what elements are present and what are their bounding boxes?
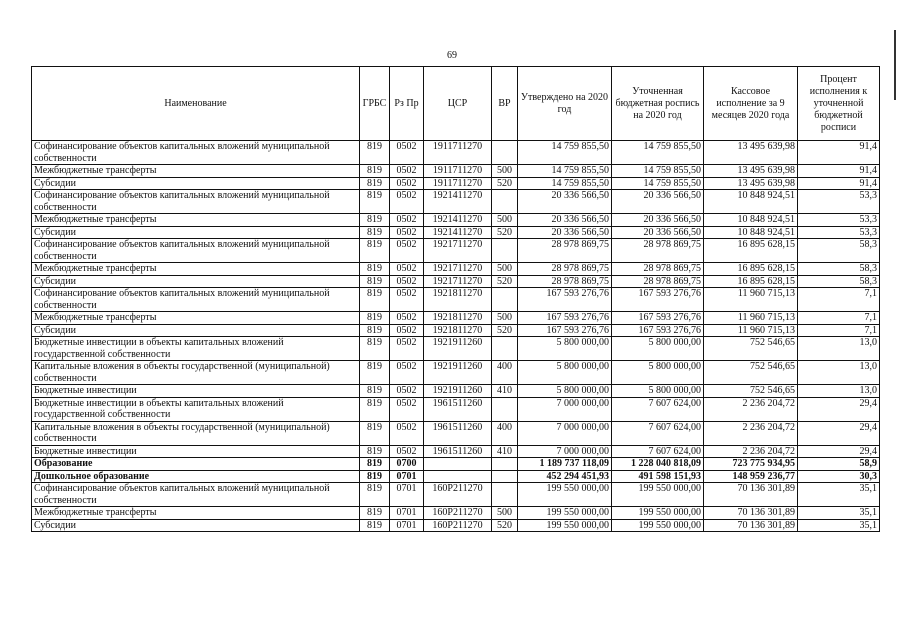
cell-vr: 400	[492, 361, 518, 385]
cell-vr: 500	[492, 214, 518, 227]
cell-vr	[492, 470, 518, 483]
cell-name: Софинансирование объектов капитальных вложений муниципальной собственности	[32, 288, 360, 312]
cell-vr	[492, 483, 518, 507]
cell-updated: 20 336 566,50	[612, 226, 704, 239]
cell-name: Софинансирование объектов капитальных вложений муниципальной собственности	[32, 141, 360, 165]
cell-percent: 58,3	[798, 263, 880, 276]
cell-approved: 7 000 000,00	[518, 421, 612, 445]
cell-approved: 167 593 276,76	[518, 312, 612, 325]
cell-approved: 14 759 855,50	[518, 141, 612, 165]
cell-cash: 13 495 639,98	[704, 165, 798, 178]
cell-grbs: 819	[360, 177, 390, 190]
cell-name: Субсидии	[32, 324, 360, 337]
cell-percent: 58,3	[798, 275, 880, 288]
cell-cash: 70 136 301,89	[704, 507, 798, 520]
cell-rzpr: 0502	[390, 337, 424, 361]
cell-rzpr: 0502	[390, 239, 424, 263]
table-row	[32, 226, 880, 239]
cell-rzpr: 0701	[390, 519, 424, 532]
cell-cash: 13 495 639,98	[704, 177, 798, 190]
cell-approved: 199 550 000,00	[518, 483, 612, 507]
cell-percent: 91,4	[798, 177, 880, 190]
cell-csr: 1961511260	[424, 421, 492, 445]
cell-vr: 520	[492, 226, 518, 239]
cell-grbs: 819	[360, 361, 390, 385]
cell-csr: 1921411270	[424, 214, 492, 227]
cell-cash: 723 775 934,95	[704, 458, 798, 471]
cell-rzpr: 0701	[390, 483, 424, 507]
cell-rzpr: 0701	[390, 507, 424, 520]
cell-approved: 20 336 566,50	[518, 226, 612, 239]
table-row	[32, 239, 880, 263]
table-row	[32, 519, 880, 532]
cell-approved: 20 336 566,50	[518, 214, 612, 227]
cell-cash: 16 895 628,15	[704, 263, 798, 276]
cell-updated: 28 978 869,75	[612, 239, 704, 263]
cell-vr: 410	[492, 385, 518, 398]
cell-grbs: 819	[360, 483, 390, 507]
cell-percent: 53,3	[798, 226, 880, 239]
cell-name: Капитальные вложения в объекты государственной (муниципальной) собственности	[32, 361, 360, 385]
cell-updated: 7 607 624,00	[612, 445, 704, 458]
cell-csr: 1961511260	[424, 445, 492, 458]
cell-percent: 53,3	[798, 214, 880, 227]
table-row	[32, 141, 880, 165]
cell-percent: 7,1	[798, 312, 880, 325]
cell-name: Субсидии	[32, 275, 360, 288]
cell-name: Межбюджетные трансферты	[32, 214, 360, 227]
cell-vr: 520	[492, 275, 518, 288]
cell-rzpr: 0502	[390, 214, 424, 227]
cell-updated: 20 336 566,50	[612, 190, 704, 214]
cell-percent: 35,1	[798, 507, 880, 520]
page-edge-mark	[894, 30, 896, 100]
cell-grbs: 819	[360, 275, 390, 288]
cell-updated: 167 593 276,76	[612, 324, 704, 337]
header-cash: Кассовое исполнение за 9 месяцев 2020 года	[704, 67, 798, 141]
cell-updated: 167 593 276,76	[612, 312, 704, 325]
table-row	[32, 165, 880, 178]
header-rzpr: Рз Пр	[390, 67, 424, 141]
cell-rzpr: 0502	[390, 385, 424, 398]
cell-name: Межбюджетные трансферты	[32, 507, 360, 520]
cell-csr: 1921811270	[424, 324, 492, 337]
table-row	[32, 470, 880, 483]
cell-name: Капитальные вложения в объекты государственной (муниципальной) собственности	[32, 421, 360, 445]
header-percent: Процент исполнения к уточненной бюджетной росписи	[798, 67, 880, 141]
cell-cash: 2 236 204,72	[704, 445, 798, 458]
cell-name: Межбюджетные трансферты	[32, 165, 360, 178]
cell-rzpr: 0502	[390, 226, 424, 239]
cell-name: Бюджетные инвестиции в объекты капитальных вложений государственной собственности	[32, 337, 360, 361]
cell-updated: 5 800 000,00	[612, 361, 704, 385]
cell-percent: 35,1	[798, 483, 880, 507]
cell-cash: 148 959 236,77	[704, 470, 798, 483]
cell-percent: 58,3	[798, 239, 880, 263]
cell-percent: 7,1	[798, 324, 880, 337]
cell-percent: 29,4	[798, 397, 880, 421]
cell-vr	[492, 239, 518, 263]
cell-grbs: 819	[360, 226, 390, 239]
cell-csr: 160P211270	[424, 483, 492, 507]
cell-name: Межбюджетные трансферты	[32, 312, 360, 325]
cell-rzpr: 0701	[390, 470, 424, 483]
cell-csr: 160P211270	[424, 519, 492, 532]
cell-name: Субсидии	[32, 177, 360, 190]
cell-grbs: 819	[360, 397, 390, 421]
cell-cash: 16 895 628,15	[704, 239, 798, 263]
cell-vr: 500	[492, 312, 518, 325]
cell-updated: 28 978 869,75	[612, 263, 704, 276]
cell-approved: 7 000 000,00	[518, 445, 612, 458]
cell-grbs: 819	[360, 190, 390, 214]
cell-percent: 91,4	[798, 141, 880, 165]
cell-csr: 1921711270	[424, 275, 492, 288]
cell-grbs: 819	[360, 421, 390, 445]
cell-csr: 1911711270	[424, 141, 492, 165]
cell-updated: 1 228 040 818,09	[612, 458, 704, 471]
table-row	[32, 275, 880, 288]
table-row	[32, 458, 880, 471]
cell-rzpr: 0502	[390, 177, 424, 190]
header-name: Наименование	[32, 67, 360, 141]
cell-cash: 752 546,65	[704, 385, 798, 398]
table-row	[32, 288, 880, 312]
cell-updated: 5 800 000,00	[612, 385, 704, 398]
cell-grbs: 819	[360, 214, 390, 227]
table-row	[32, 445, 880, 458]
table-row	[32, 507, 880, 520]
cell-percent: 29,4	[798, 421, 880, 445]
cell-cash: 752 546,65	[704, 337, 798, 361]
cell-approved: 28 978 869,75	[518, 275, 612, 288]
cell-vr	[492, 337, 518, 361]
table-row	[32, 177, 880, 190]
cell-name: Образование	[32, 458, 360, 471]
cell-name: Субсидии	[32, 519, 360, 532]
cell-approved: 199 550 000,00	[518, 519, 612, 532]
cell-rzpr: 0502	[390, 421, 424, 445]
cell-csr: 1911711270	[424, 165, 492, 178]
cell-approved: 5 800 000,00	[518, 385, 612, 398]
cell-cash: 10 848 924,51	[704, 226, 798, 239]
cell-percent: 13,0	[798, 361, 880, 385]
cell-grbs: 819	[360, 337, 390, 361]
cell-cash: 2 236 204,72	[704, 421, 798, 445]
table-body	[32, 141, 880, 532]
cell-csr: 1921711270	[424, 263, 492, 276]
cell-rzpr: 0502	[390, 397, 424, 421]
cell-rzpr: 0502	[390, 312, 424, 325]
cell-approved: 14 759 855,50	[518, 177, 612, 190]
cell-percent: 30,3	[798, 470, 880, 483]
table-row	[32, 263, 880, 276]
table-row	[32, 421, 880, 445]
cell-grbs: 819	[360, 470, 390, 483]
cell-csr: 1921911260	[424, 337, 492, 361]
cell-name: Бюджетные инвестиции	[32, 445, 360, 458]
cell-updated: 28 978 869,75	[612, 275, 704, 288]
cell-updated: 491 598 151,93	[612, 470, 704, 483]
cell-updated: 199 550 000,00	[612, 507, 704, 520]
cell-csr: 1921911260	[424, 361, 492, 385]
cell-name: Дошкольное образование	[32, 470, 360, 483]
cell-approved: 167 593 276,76	[518, 288, 612, 312]
cell-vr	[492, 141, 518, 165]
cell-percent: 91,4	[798, 165, 880, 178]
header-updated: Уточненная бюджетная роспись на 2020 год	[612, 67, 704, 141]
table-row	[32, 483, 880, 507]
table-row	[32, 214, 880, 227]
cell-approved: 199 550 000,00	[518, 507, 612, 520]
cell-rzpr: 0502	[390, 263, 424, 276]
header-grbs: ГРБС	[360, 67, 390, 141]
cell-approved: 20 336 566,50	[518, 190, 612, 214]
cell-vr: 500	[492, 507, 518, 520]
header-vr: ВР	[492, 67, 518, 141]
cell-name: Межбюджетные трансферты	[32, 263, 360, 276]
cell-updated: 20 336 566,50	[612, 214, 704, 227]
cell-csr	[424, 458, 492, 471]
cell-approved: 7 000 000,00	[518, 397, 612, 421]
cell-csr: 1961511260	[424, 397, 492, 421]
cell-csr: 160P211270	[424, 507, 492, 520]
cell-grbs: 819	[360, 385, 390, 398]
cell-percent: 7,1	[798, 288, 880, 312]
cell-grbs: 819	[360, 165, 390, 178]
cell-rzpr: 0700	[390, 458, 424, 471]
cell-percent: 58,9	[798, 458, 880, 471]
cell-updated: 5 800 000,00	[612, 337, 704, 361]
cell-cash: 16 895 628,15	[704, 275, 798, 288]
cell-cash: 11 960 715,13	[704, 288, 798, 312]
cell-cash: 752 546,65	[704, 361, 798, 385]
cell-rzpr: 0502	[390, 445, 424, 458]
cell-percent: 29,4	[798, 445, 880, 458]
cell-updated: 14 759 855,50	[612, 165, 704, 178]
cell-vr	[492, 288, 518, 312]
cell-percent: 53,3	[798, 190, 880, 214]
table-row	[32, 361, 880, 385]
cell-updated: 199 550 000,00	[612, 483, 704, 507]
cell-rzpr: 0502	[390, 324, 424, 337]
cell-grbs: 819	[360, 239, 390, 263]
cell-name: Бюджетные инвестиции в объекты капитальных вложений государственной собственности	[32, 397, 360, 421]
cell-grbs: 819	[360, 141, 390, 165]
cell-approved: 452 294 451,93	[518, 470, 612, 483]
cell-percent: 13,0	[798, 385, 880, 398]
cell-vr: 520	[492, 519, 518, 532]
table-row	[32, 324, 880, 337]
cell-cash: 13 495 639,98	[704, 141, 798, 165]
cell-cash: 11 960 715,13	[704, 324, 798, 337]
cell-cash: 2 236 204,72	[704, 397, 798, 421]
cell-vr: 410	[492, 445, 518, 458]
cell-vr: 500	[492, 165, 518, 178]
cell-rzpr: 0502	[390, 288, 424, 312]
cell-cash: 10 848 924,51	[704, 214, 798, 227]
cell-rzpr: 0502	[390, 141, 424, 165]
cell-cash: 10 848 924,51	[704, 190, 798, 214]
cell-grbs: 819	[360, 519, 390, 532]
cell-rzpr: 0502	[390, 275, 424, 288]
cell-updated: 167 593 276,76	[612, 288, 704, 312]
cell-grbs: 819	[360, 324, 390, 337]
header-approved: Утверждено на 2020 год	[518, 67, 612, 141]
cell-csr: 1921811270	[424, 312, 492, 325]
cell-rzpr: 0502	[390, 361, 424, 385]
cell-cash: 11 960 715,13	[704, 312, 798, 325]
cell-name: Софинансирование объектов капитальных вложений муниципальной собственности	[32, 239, 360, 263]
cell-updated: 14 759 855,50	[612, 141, 704, 165]
cell-vr: 520	[492, 324, 518, 337]
cell-grbs: 819	[360, 445, 390, 458]
cell-csr: 1921411270	[424, 226, 492, 239]
cell-name: Бюджетные инвестиции	[32, 385, 360, 398]
cell-rzpr: 0502	[390, 190, 424, 214]
table-row	[32, 337, 880, 361]
cell-csr: 1911711270	[424, 177, 492, 190]
budget-table	[31, 66, 880, 532]
cell-csr: 1921411270	[424, 190, 492, 214]
cell-percent: 13,0	[798, 337, 880, 361]
table-row	[32, 397, 880, 421]
cell-approved: 5 800 000,00	[518, 361, 612, 385]
cell-approved: 14 759 855,50	[518, 165, 612, 178]
cell-updated: 14 759 855,50	[612, 177, 704, 190]
cell-rzpr: 0502	[390, 165, 424, 178]
cell-csr: 1921911260	[424, 385, 492, 398]
cell-approved: 28 978 869,75	[518, 239, 612, 263]
cell-approved: 5 800 000,00	[518, 337, 612, 361]
table-header	[32, 67, 880, 141]
cell-csr	[424, 470, 492, 483]
cell-vr: 520	[492, 177, 518, 190]
cell-grbs: 819	[360, 507, 390, 520]
cell-updated: 7 607 624,00	[612, 397, 704, 421]
table-row	[32, 312, 880, 325]
table-row	[32, 385, 880, 398]
cell-vr	[492, 458, 518, 471]
cell-grbs: 819	[360, 263, 390, 276]
cell-grbs: 819	[360, 312, 390, 325]
cell-name: Софинансирование объектов капитальных вложений муниципальной собственности	[32, 190, 360, 214]
cell-percent: 35,1	[798, 519, 880, 532]
cell-approved: 167 593 276,76	[518, 324, 612, 337]
cell-grbs: 819	[360, 458, 390, 471]
header-csr: ЦСР	[424, 67, 492, 141]
cell-vr: 500	[492, 263, 518, 276]
cell-csr: 1921811270	[424, 288, 492, 312]
cell-approved: 28 978 869,75	[518, 263, 612, 276]
cell-updated: 199 550 000,00	[612, 519, 704, 532]
cell-vr	[492, 397, 518, 421]
cell-vr: 400	[492, 421, 518, 445]
cell-updated: 7 607 624,00	[612, 421, 704, 445]
cell-grbs: 819	[360, 288, 390, 312]
cell-cash: 70 136 301,89	[704, 483, 798, 507]
cell-approved: 1 189 737 118,09	[518, 458, 612, 471]
table-row	[32, 190, 880, 214]
cell-name: Субсидии	[32, 226, 360, 239]
cell-name: Софинансирование объектов капитальных вложений муниципальной собственности	[32, 483, 360, 507]
cell-cash: 70 136 301,89	[704, 519, 798, 532]
cell-vr	[492, 190, 518, 214]
cell-csr: 1921711270	[424, 239, 492, 263]
page-number: 69	[447, 50, 457, 61]
